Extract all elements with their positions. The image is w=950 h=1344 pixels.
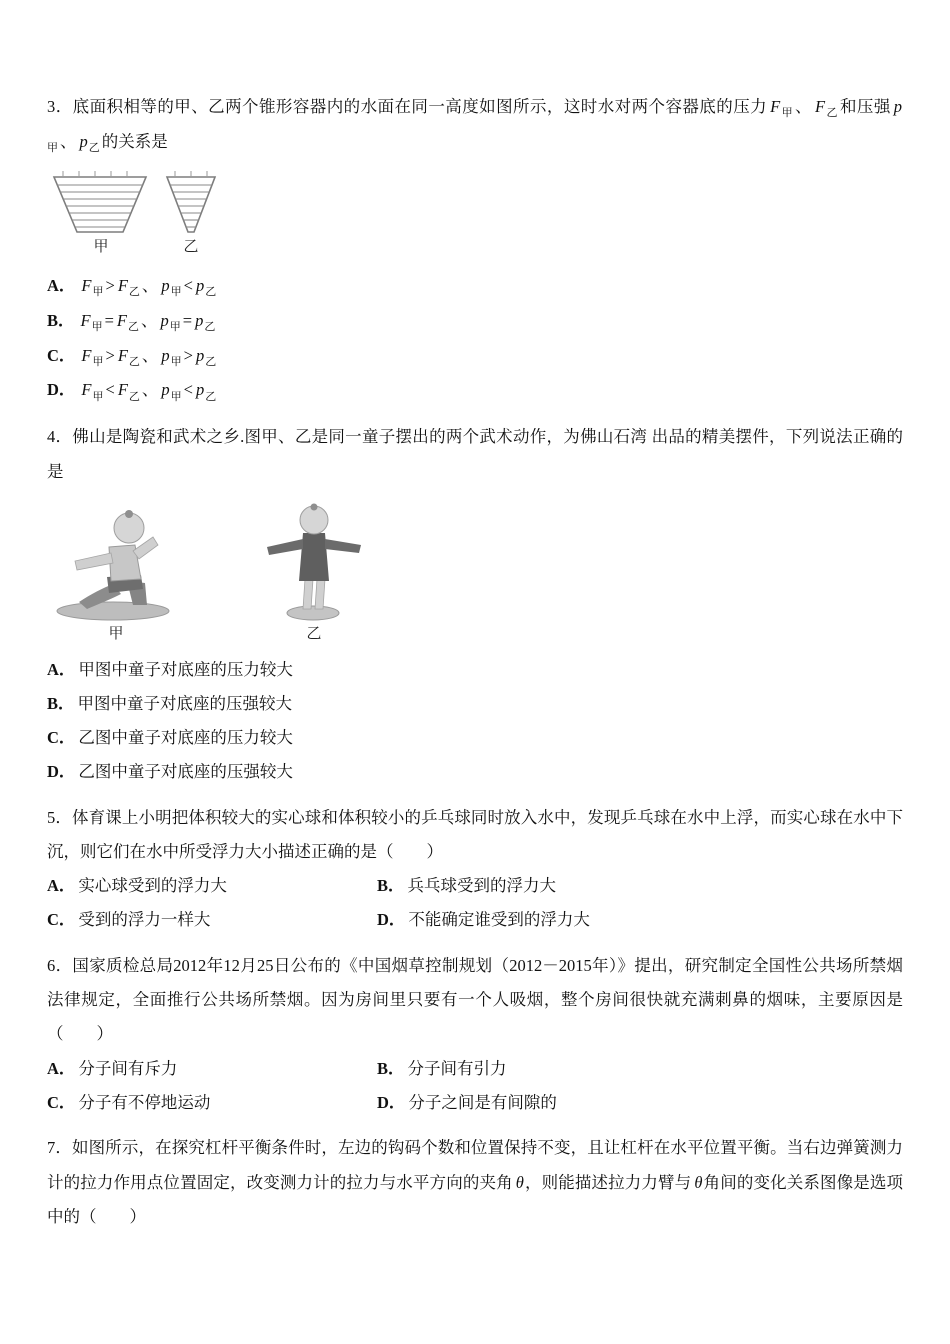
option-label: D． [377, 1092, 406, 1112]
question-5 [47, 801, 903, 937]
math-var: p [893, 97, 902, 116]
option-text: 不能确定谁受到的浮力大 [408, 910, 590, 930]
figure-label-yi: 乙 [306, 625, 322, 642]
math-var: F [80, 310, 91, 330]
math-op: > [105, 345, 115, 365]
separator: 、 [141, 310, 158, 330]
math-sub: 乙 [128, 286, 140, 299]
math-var: F [81, 275, 92, 295]
question-3-option-D [47, 373, 903, 408]
question-6-option-D [377, 1086, 903, 1120]
figure-label-jia: 甲 [93, 239, 109, 256]
lunge-pose-figurine-drawing [51, 501, 181, 623]
question-5-options [47, 869, 903, 937]
math-sub: 甲 [781, 107, 794, 120]
separator: 、 [141, 275, 159, 295]
math-sub: 乙 [88, 142, 100, 155]
option-label: B． [47, 310, 75, 330]
option-label: A． [47, 876, 76, 896]
math-sub: 甲 [47, 142, 58, 155]
stem-text: 角间的变化关系图像是选项中的（ ） [47, 1172, 904, 1227]
option-label: A． [47, 275, 76, 295]
separator: 、 [141, 380, 159, 400]
question-3-option-B [47, 304, 903, 339]
math-var: F [116, 310, 128, 330]
question-6-option-C [47, 1086, 377, 1120]
option-label: B． [377, 1058, 405, 1078]
math-var: p [195, 275, 205, 295]
question-3-figure [51, 168, 903, 259]
math-var: p [160, 310, 169, 330]
question-5-stem: 5．体育课上小明把体积较大的实心球和体积较小的乒乓球同时放入水中，发现乒乓球在水中上浮，而实心球在水中下沉，则它们在水中所受浮力大小描述正确的是（ ） [47, 807, 903, 861]
question-5-option-B [377, 869, 903, 903]
question-4-figure [51, 501, 903, 646]
math-var: F [81, 345, 92, 365]
math-sub: 甲 [169, 320, 181, 333]
math-op: < [105, 380, 115, 400]
option-label: C． [47, 345, 76, 365]
container-jia [51, 168, 151, 259]
math-var: F [81, 380, 92, 400]
option-text: 分子间有引力 [407, 1058, 507, 1078]
question-4-stem: 4．佛山是陶瓷和武术之乡.图甲、乙是同一童子摆出的两个武术动作，为佛山石湾 出品的精美摆件，下列说法正确的是 [47, 427, 903, 481]
option-text: 乙图中童子对底座的压力较大 [78, 727, 293, 747]
separator: 、 [141, 345, 159, 365]
math-sub: 甲 [92, 390, 104, 403]
option-label: B． [377, 876, 405, 896]
stem-text: 、 [795, 97, 812, 116]
narrow-bottom-container-drawing [165, 168, 217, 236]
question-4-option-D [47, 755, 903, 789]
math-sub: 乙 [128, 355, 140, 368]
math-op: = [182, 310, 193, 330]
question-3 [47, 90, 903, 408]
option-text: 分子有不停地运动 [78, 1092, 211, 1112]
math-var: F [814, 97, 826, 116]
option-label: B． [47, 694, 75, 714]
question-6 [47, 949, 903, 1120]
math-sub: 乙 [128, 320, 140, 333]
math-var-theta: θ [694, 1172, 703, 1192]
question-5-option-D [377, 903, 903, 937]
option-label: C． [47, 727, 76, 747]
stem-text: 3．底面积相等的甲、乙两个锥形容器内的水面在同一高度如图所示，这时水对两个容器底的压力 [47, 97, 768, 116]
figure-label-jia: 甲 [108, 625, 124, 642]
math-sub: 乙 [128, 390, 140, 403]
arms-out-pose-figurine-drawing [259, 501, 369, 623]
math-var: p [195, 380, 205, 400]
math-sub: 乙 [205, 286, 217, 299]
question-4-option-C [47, 721, 903, 755]
math-sub: 乙 [204, 320, 216, 333]
question-4-option-A [47, 653, 903, 687]
math-var: p [79, 132, 88, 152]
math-sub: 乙 [205, 390, 217, 403]
question-5-option-A [47, 869, 377, 903]
question-4-option-B [47, 687, 903, 721]
question-6-options [47, 1052, 903, 1120]
math-sub: 甲 [170, 286, 182, 299]
question-3-option-A [47, 269, 903, 304]
question-7 [47, 1131, 903, 1234]
math-var-theta: θ [515, 1172, 524, 1192]
figure-label-yi: 乙 [183, 239, 199, 256]
option-text: 乙图中童子对底座的压强较大 [78, 761, 293, 781]
math-var: p [161, 380, 170, 400]
option-label: D． [47, 761, 76, 781]
math-op: > [105, 275, 115, 295]
math-sub: 甲 [92, 286, 104, 299]
stem-text: 、 [60, 132, 77, 152]
stem-text: 和压强 [839, 97, 891, 116]
option-text: 甲图中童子对底座的压强较大 [77, 694, 293, 714]
stem-text: ，则能描述拉力力臂与 [524, 1172, 692, 1192]
figurine-yi [259, 501, 369, 646]
question-6-stem: 6．国家质检总局2012年12月25日公布的《中国烟草控制规划（2012－2015年）》提出，研究制定全国性公共场所禁烟法律规定，全面推行公共场所禁烟。因为房间里只要有一个人吸烟，整个房间很快就充满刺鼻的烟味，主要原因是（ ） [47, 955, 903, 1044]
question-4 [47, 420, 903, 788]
math-var: F [770, 97, 781, 116]
option-text: 甲图中童子对底座的压力较大 [78, 660, 293, 680]
option-label: D． [47, 380, 76, 400]
math-sub: 甲 [92, 355, 104, 368]
option-label: D． [377, 910, 406, 930]
option-label: C． [47, 1092, 76, 1112]
stem-text: 的关系是 [101, 132, 168, 152]
question-3-option-C [47, 339, 903, 374]
question-6-option-B [377, 1052, 903, 1086]
math-op: < [183, 275, 193, 295]
option-label: C． [47, 910, 76, 930]
question-3-stem [47, 90, 903, 160]
math-op: < [183, 380, 193, 400]
option-text: 分子间有斥力 [78, 1058, 178, 1078]
math-sub: 乙 [205, 355, 217, 368]
math-var: p [195, 345, 205, 365]
math-sub: 甲 [170, 390, 182, 403]
math-var: F [117, 345, 128, 365]
question-7-stem [47, 1131, 903, 1234]
math-var: F [117, 380, 128, 400]
math-sub: 乙 [826, 107, 838, 120]
question-6-option-A [47, 1052, 377, 1086]
math-var: p [195, 310, 204, 330]
math-op: > [183, 345, 193, 365]
math-var: p [161, 345, 170, 365]
option-text: 兵乓球受到的浮力大 [407, 876, 557, 896]
option-label: A． [47, 1058, 76, 1078]
figurine-jia [51, 501, 181, 646]
math-sub: 甲 [170, 355, 182, 368]
math-var: p [161, 275, 170, 295]
wide-top-container-drawing [51, 168, 151, 236]
math-op: = [104, 310, 114, 330]
math-var: F [117, 275, 128, 295]
option-text: 分子之间是有间隙的 [408, 1092, 557, 1112]
math-sub: 甲 [91, 320, 103, 333]
option-text: 实心球受到的浮力大 [78, 876, 227, 896]
option-text: 受到的浮力一样大 [78, 910, 211, 930]
option-label: A． [47, 660, 76, 680]
container-yi [165, 168, 217, 259]
stem-text: 7．如图所示，在探究杠杆平衡条件时，左边的钩码个数和位置保持不变，且让杠杆在水平位置平衡。当右边弹簧测力计的拉力作用点位置固定，改变测力计的拉力与水平方向的夹角 [47, 1138, 903, 1192]
question-5-option-C [47, 903, 377, 937]
